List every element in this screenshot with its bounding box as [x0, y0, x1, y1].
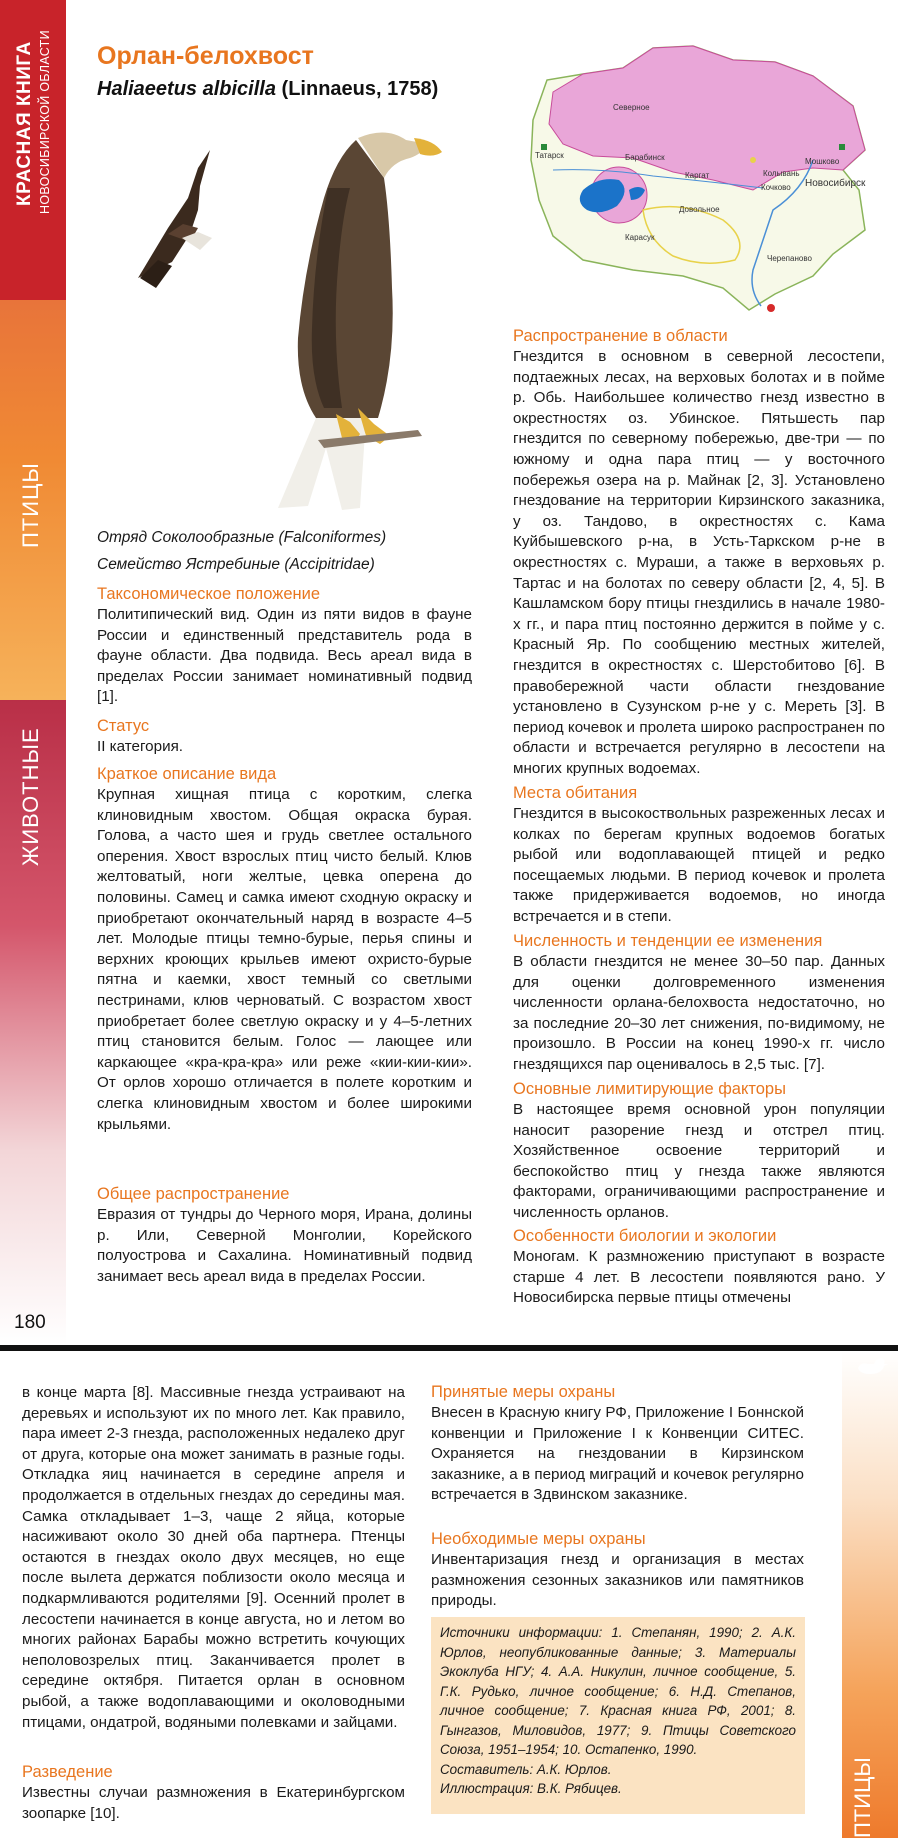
illustrator-credit: Иллюстрация: В.К. Рябицев.	[440, 1781, 622, 1796]
section-heading: Особенности биологии и экологии	[513, 1227, 777, 1245]
latin-binomial: Haliaeetus albicilla	[97, 78, 276, 100]
section-text: Политипический вид. Один из пяти видов в фауне России и единственный представитель рода в фауне области. Два подвида. Весь ареал вида в пределах России занимает номинативный подвид [1].	[97, 606, 472, 706]
section-status	[97, 715, 472, 758]
section-text: Известны случаи размножения в Екатеринбургском зоопарке [10].	[22, 1784, 405, 1822]
section-heading: Таксономическое положение	[97, 585, 321, 603]
section-text: в конце марта [8]. Массивные гнезда устраивают на деревьях и используют их по много лет. Как правило, пара имеет 2-3 гнезда, расположенных недалеко друг от друга, которые она может занимать в разные годы. Откладка яиц начинается в середине апреля и продолжается в отдельных гнездах до середины мая. Самка откладывает 1–3, чаще 2 яйца, которые насиживают около 30 дней оба партнера. Птенцы остаются в гнездах около двух месяцев, но еще после вылета держатся поблизости около месяца и подкармливаются родителями [9]. Осенний пролет в лесостепи начинается в конце августа, но и летом во многих районах Барабы можно встретить кочующих неполовозрелых птиц. Заканчивается пролет в середине октября. Питается орлан в основном рыбой, а также водоплавающими и околоводными птицами, ондатрой, водяными полевками и зайцами.	[22, 1384, 405, 1731]
species-title: Орлан-белохвост	[97, 42, 314, 70]
order-line: Отряд Соколообразные (Falconiformes)	[97, 529, 387, 546]
section-taxonomic-position	[97, 583, 472, 708]
sidebar-section: ПТИЦЫ	[18, 462, 43, 548]
section-heading: Общее распространение	[97, 1185, 290, 1203]
section-text: Гнездится в высокоствольных разреженных лесах и колках по берегам крупных водоемов богатых рыбой или водоплавающей птицей и редко посещаемых людьми. В период кочевок и пролета также придерживается водоемов, но иногда встречается и в степи.	[513, 805, 885, 925]
map-label: Татарск	[535, 151, 564, 160]
section-measures-needed	[431, 1528, 804, 1612]
map-label: Кочково	[761, 183, 791, 192]
section-regional-distribution	[513, 325, 885, 779]
sidebar-category: ЖИВОТНЫЕ	[18, 727, 43, 866]
section-habitat	[513, 782, 885, 928]
section-text: Крупная хищная птица с коротким, слегка клиновидным хвостом. Общая окраска бурая. Голова, а часто шея и грудь светлее остального оперения. Хвост взрослых птиц чисто белый. Клюв желтоватый, ноги желтые, цевка оперена до половины. Самец и самка имеют сходную окраску и приобретают окончательный наряд в возрасте 4–5 лет. Молодые птицы темно-бурые, перья спины и верхних кроющих крыльев имеют охристо-бурые пятна и каемки, хвост темный со светлыми пестринами, клюв черноватый. С возрастом хвост приобретает более светлую окраску и у 4–5-летних птиц становится белым. Голос — лающее или каркающее «кра-кра-кра» или реже «кии-кии-кии». От орлов хорошо отличается в полете коротким и слегка клиновидным хвостом и более широкими крыльями.	[97, 786, 472, 1133]
section-heading: Распространение в области	[513, 327, 728, 345]
section-general-distribution	[97, 1183, 472, 1287]
sidebar-region: НОВОСИБИРСКОЙ ОБЛАСТИ	[38, 30, 52, 214]
section-heading: Необходимые меры охраны	[431, 1530, 646, 1548]
map-label: Барабинск	[625, 153, 665, 162]
section-text: Моногам. К размножению приступают в возрасте старше 4 лет. В лесостепи появляются рано. У Новосибирска первые птицы отмечены	[513, 1248, 885, 1307]
map-label: Колывань	[763, 169, 800, 178]
section-biology	[513, 1225, 885, 1309]
left-sidebar	[0, 0, 66, 1345]
map-label: Довольное	[679, 205, 720, 214]
perched-eagle-icon	[278, 132, 442, 510]
sources-box	[431, 1617, 805, 1814]
duck-icon	[856, 1354, 890, 1376]
map-label: Новосибирск	[805, 178, 866, 189]
section-population	[513, 930, 885, 1076]
taxonomy-block	[97, 524, 386, 578]
section-text: Инвентаризация гнезд и организация в местах размножения сезонных заказников или памятников природы.	[431, 1551, 804, 1610]
distribution-map	[513, 40, 878, 316]
latin-name	[97, 78, 438, 101]
section-limiting-factors	[513, 1078, 885, 1224]
sources-text: Источники информации: 1. Степанян, 1990; 2. А.К. Юрлов, неопубликованные данные; 3. Материалы Экоклуба НГУ; 4. А.А. Никулин, личное сообщение, 5. Г.К. Рудько, личное сообщение; 6. Н.Д. Степанов, личное сообщение; 7. Красная книга РФ, 2001; 8. Гынгазов, Миловидов, 1977; 9. Птицы Советского Союза, 1951–1954; 10. Остапенко, 1990.	[440, 1625, 796, 1757]
section-text: Евразия от тундры до Черного моря, Ирана, долины р. Или, Северной Монголии, Корейского полуострова и Сахалина. Номинативный подвид занимает весь ареал вида в пределах России.	[97, 1206, 472, 1285]
map-label: Черепаново	[767, 254, 812, 263]
section-heading: Разведение	[22, 1763, 113, 1781]
section-text: II категория.	[97, 738, 184, 755]
latin-author: (Linnaeus, 1758)	[275, 78, 439, 100]
section-text: Внесен в Красную книгу РФ, Приложение I Боннской конвенции и Приложение I к Конвенции СИТЕС. Охраняется на гнездовании в Кирзинском заказнике, а в период миграций и кочевок регулярно встречается в Здвинском заказнике.	[431, 1404, 804, 1504]
section-heading: Места обитания	[513, 784, 638, 802]
map-dot-north	[750, 157, 756, 163]
section-heading: Краткое описание вида	[97, 765, 277, 783]
map-label: Мошково	[805, 157, 840, 166]
sidebar-book-title: КРАСНАЯ КНИГА	[14, 41, 35, 206]
map-label: Каргат	[685, 171, 710, 180]
map-label: Северное	[613, 103, 650, 112]
map-marker-south	[767, 304, 775, 312]
section-text: В области гнездится не менее 30–50 пар. Данных для оценки долговременного изменения численности орлана-белохвоста недостаточно, но за последние 20–30 лет снижения, по-видимому, не произошло. В России на конец 1990-х гг. число гнездящихся пар оценивалось в 2,5 тыс. [7].	[513, 953, 885, 1073]
map-label: Карасук	[625, 233, 655, 242]
section-description	[97, 763, 472, 1135]
flying-eagle-icon	[138, 150, 212, 288]
map-marker-east	[839, 144, 845, 150]
section-heading: Численность и тенденции ее изменения	[513, 932, 823, 950]
map-marker-west	[541, 144, 547, 150]
page-number: 180	[14, 1312, 46, 1333]
section-breeding	[22, 1761, 405, 1824]
compiler-credit: Составитель: А.К. Юрлов.	[440, 1761, 612, 1777]
section-heading: Основные лимитирующие факторы	[513, 1080, 786, 1098]
section-measures-taken	[431, 1381, 804, 1506]
section-text: В настоящее время основной урон популяции наносит разорение гнезд и отстрел птиц. Хозяйственное освоение территорий и беспокойство птиц у гнезда также являются факторами, ограничивающими распространение и численность орланов.	[513, 1101, 885, 1221]
section-biology-continued	[22, 1383, 405, 1733]
right-tab-label: ПТИЦЫ	[850, 1757, 875, 1838]
section-heading: Принятые меры охраны	[431, 1383, 616, 1401]
section-heading: Статус	[97, 717, 150, 735]
family-line: Семейство Ястребиные (Accipitridae)	[97, 556, 375, 573]
section-text: Гнездится в основном в северной лесостепи, подтаежных лесах, на верховых болотах и в пойме р. Обь. Наибольшее количество гнезд известно в окрестностях оз. Убинское. Пятьшесть пар гнездится по северному побережью, две-три — по южному и одна пара птиц — у восточного побережья озера на р. Майнак [2, 3]. Установлено гнездование на территории Кирзинского заказника, у оз. Тандово, в окрестностях с. Кама Куйбышевского р-на, в Усть-Таркском р-не в окрестностях с. Мураши, а также в верховьях р. Тартас и на болотах по северу области [2, 4, 5]. В Кашламском бору птицы гнездились в начале 1980-х гг., и пара птиц постоянно держится в пойме у с. Красный Яр. По сообщению местных жителей, гнездится в окрестностях с. Шерстобитово [6]. В правобережной части области гнездование установлено в Сузунском р-не у с. Мереть [3]. В период кочевок и пролета широко распространен по области и встречается регулярно в лесостепи на многих крупных водоемах.	[513, 348, 885, 777]
eagle-illustration	[128, 118, 458, 518]
